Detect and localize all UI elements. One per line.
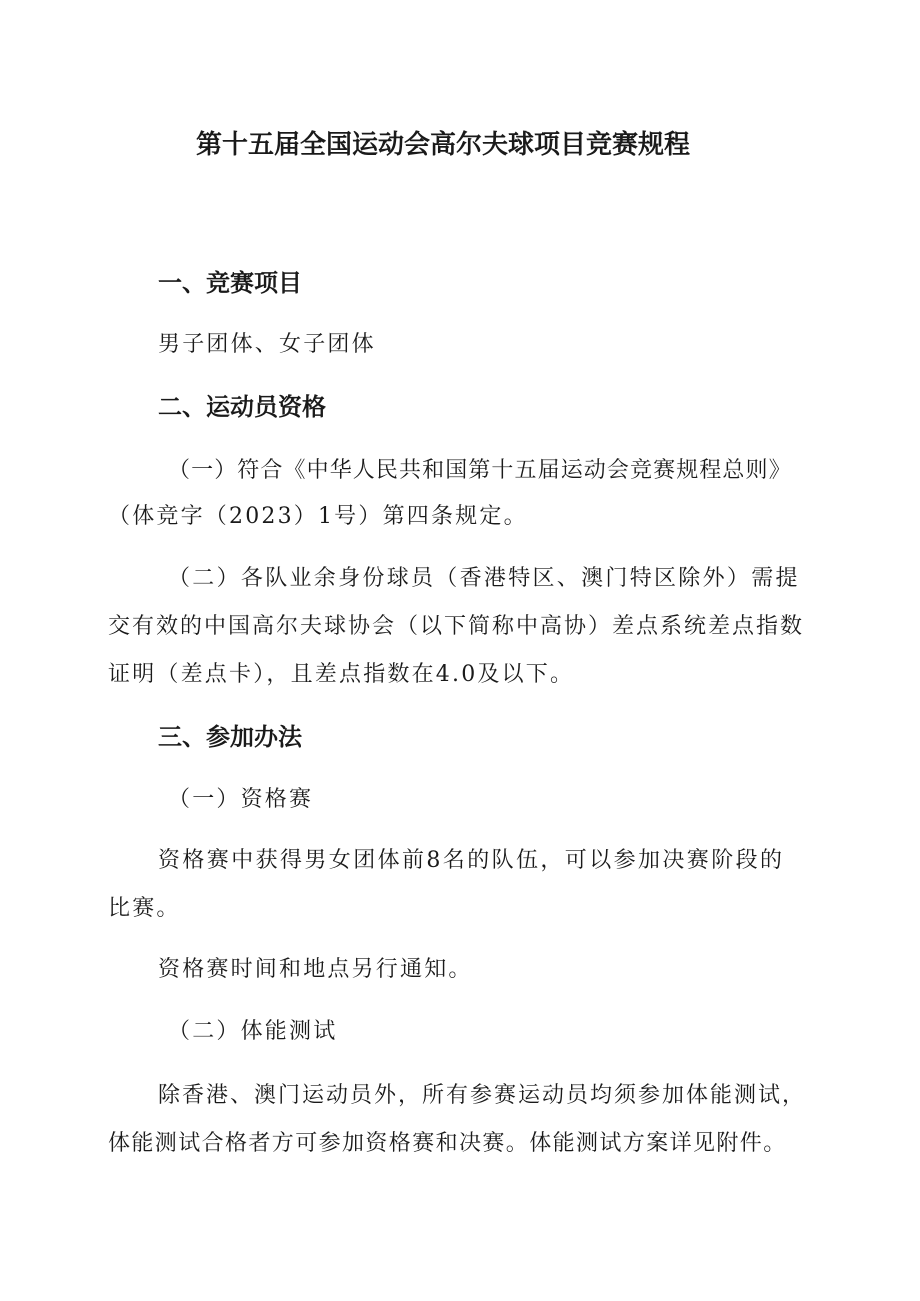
subsection-heading-qualifier: （一）资格赛	[168, 787, 314, 812]
paragraph-line: 除香港、澳门运动员外，所有参赛运动员均须参加体能测试，	[158, 1083, 807, 1108]
section-heading-competition-events: 一、竞赛项目	[158, 269, 302, 297]
paragraph-line: （体竞字（2023）1号）第四条规定。	[108, 504, 528, 529]
paragraph-line: 比赛。	[108, 896, 181, 921]
paragraph-line: 体能测试合格者方可参加资格赛和决赛。体能测试方案详见附件。	[108, 1131, 787, 1156]
section-heading-participation-method: 三、参加办法	[158, 723, 302, 751]
paragraph-line: 交有效的中国高尔夫球协会（以下简称中高协）差点系统差点指数	[108, 614, 805, 639]
subsection-heading-fitness-test: （二）体能测试	[168, 1019, 338, 1044]
paragraph-line: 男子团体、女子团体	[158, 332, 376, 357]
document-title: 第十五届全国运动会高尔夫球项目竞赛规程	[196, 130, 691, 160]
paragraph-line: （二）各队业余身份球员（香港特区、澳门特区除外）需提	[168, 566, 800, 591]
paragraph-line: 资格赛时间和地点另行通知。	[158, 957, 473, 982]
paragraph-line: 资格赛中获得男女团体前8名的队伍，可以参加决赛阶段的	[158, 848, 785, 873]
paragraph-line: 证明（差点卡），且差点指数在4.0及以下。	[108, 662, 575, 687]
paragraph-line: （一）符合《中华人民共和国第十五届运动会竞赛规程总则》	[168, 458, 792, 483]
section-heading-athlete-eligibility: 二、运动员资格	[158, 393, 326, 421]
